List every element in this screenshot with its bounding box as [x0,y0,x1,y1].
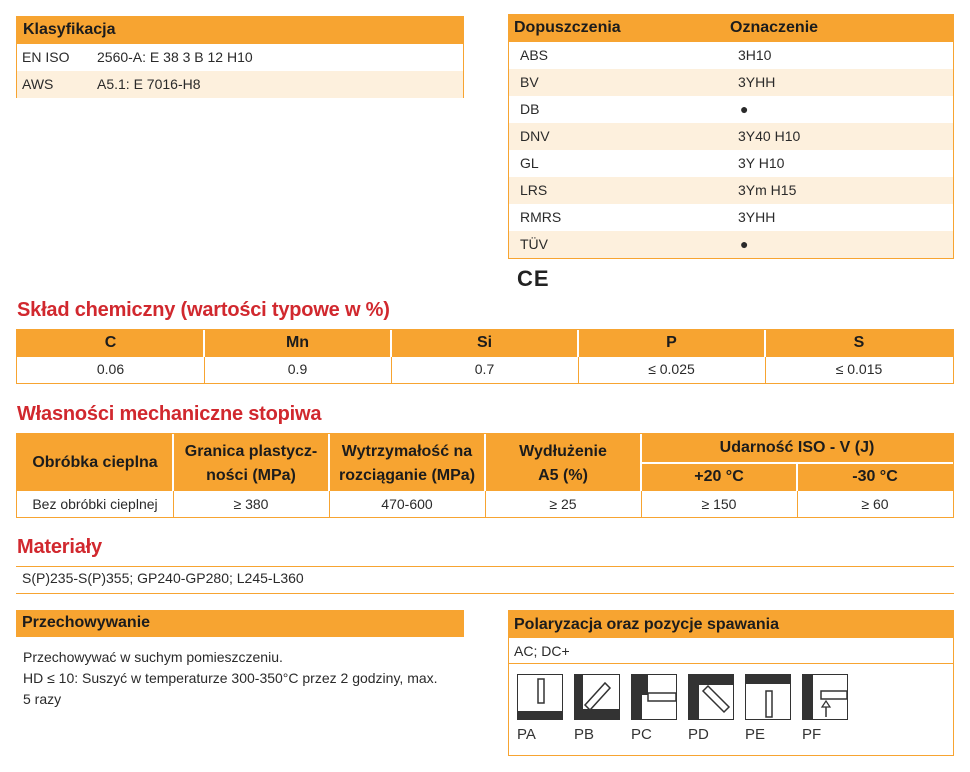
table-row [17,44,463,71]
elongation-header-line2: A5 (%) [538,467,588,484]
approval-body: ABS [520,47,549,63]
divider [16,566,954,567]
position-pb-icon [574,674,620,720]
element-mn-header: Mn [285,334,310,351]
position-pd-icon [688,674,734,720]
storage-text [23,647,438,710]
position-pf-icon [802,674,848,720]
position-pa-icon [517,674,563,720]
mechanical-table [16,433,954,518]
mechanical-title: Własności mechaniczne stopiwa [17,403,322,425]
yield-header-line1: Granica plastycz- [184,443,318,460]
approval-mark: 3Ym H15 [738,182,797,198]
table-row [509,204,953,231]
element-p-value: ≤ 0.025 [648,361,695,377]
standard-value: 2560-A: E 38 3 B 12 H10 [97,49,253,65]
position-pf-label: PF [802,726,822,743]
approvals-table [508,14,954,259]
elongation-value: ≥ 25 [549,496,577,512]
approval-body: GL [520,155,539,171]
polarity-current-row [509,638,953,664]
polarity-header [509,611,953,638]
position-pe-label: PE [745,726,766,743]
element-c-value: 0.06 [96,361,125,377]
element-s-value: ≤ 0.015 [835,361,883,377]
impact-20-value: ≥ 150 [701,496,737,512]
classification-title: Klasyfikacja [23,21,116,38]
impact-header: Udarność ISO - V (J) [719,439,875,456]
position-pc-icon [631,674,677,720]
position-pc-label: PC [631,726,652,743]
approval-body: RMRS [520,209,562,225]
storage-line: HD ≤ 10: Suszyć w temperaturze 300-350°C przez 2 godziny, max. [23,670,438,686]
materials-text: S(P)235-S(P)355; GP240-GP280; L245-L360 [22,570,304,586]
polarity-current: AC; DC+ [514,643,570,659]
ce-mark-icon: CE [517,266,550,291]
classification-table [16,16,464,98]
table-row [509,96,953,123]
approval-mark: 3YHH [738,209,776,225]
position-pe-icon [745,674,791,720]
impact-30-value: ≥ 60 [861,496,889,512]
storage-title: Przechowywanie [22,614,151,631]
treatment-value: Bez obróbki cieplnej [32,496,158,512]
storage-header [16,610,464,637]
tensile-header-line2: rozciąganie (MPa) [338,467,476,484]
approvals-col-mark: Oznaczenie [730,19,819,36]
table-row [509,69,953,96]
table-row [509,231,953,258]
impact-temp-30-header: -30 °C [852,468,898,485]
approval-mark: 3H10 [738,47,772,63]
element-c-header: C [104,334,117,351]
approval-body: DNV [520,128,550,144]
storage-line: Przechowywać w suchym pomieszczeniu. [23,649,283,665]
table-row [509,177,953,204]
approvals-header [509,15,953,42]
classification-header [17,17,463,44]
position-pd-label: PD [688,726,709,743]
position-pb-label: PB [574,726,595,743]
impact-temp-20-header: +20 °C [694,468,744,485]
standard-value: A5.1: E 7016-H8 [97,76,201,92]
tensile-value: 470-600 [381,496,433,512]
approval-mark: ● [740,101,749,117]
element-si-header: Si [476,334,493,351]
approval-body: DB [520,101,540,117]
element-mn-value: 0.9 [287,361,308,377]
yield-value: ≥ 380 [233,496,269,512]
materials-title: Materiały [17,536,102,558]
approval-body: LRS [520,182,548,198]
approvals-col-body: Dopuszczenia [514,19,621,36]
standard-label: AWS [22,76,54,92]
approval-mark: 3YHH [738,74,776,90]
chemical-title: Skład chemiczny (wartości typowe w %) [17,299,390,321]
approval-mark: 3Y H10 [738,155,785,171]
approval-body: BV [520,74,539,90]
approval-mark: 3Y40 H10 [738,128,801,144]
elongation-header-line1: Wydłużenie [519,443,607,460]
element-s-header: S [853,334,865,351]
approval-body: TÜV [520,236,548,252]
table-row [509,150,953,177]
table-row [17,71,463,98]
chemical-table [16,329,954,384]
table-row [509,42,953,69]
element-si-value: 0.7 [474,361,495,377]
polarity-title: Polaryzacja oraz pozycje spawania [514,616,780,633]
storage-line: 5 razy [23,691,62,707]
divider [16,593,954,594]
position-pa-label: PA [517,726,536,743]
standard-label: EN ISO [22,49,70,65]
approval-mark: ● [740,236,749,252]
tensile-header-line1: Wytrzymałość na [341,443,473,460]
treatment-header: Obróbka cieplna [32,454,158,471]
table-row [509,123,953,150]
element-p-header: P [666,334,677,351]
yield-header-line2: ności (MPa) [206,467,296,484]
